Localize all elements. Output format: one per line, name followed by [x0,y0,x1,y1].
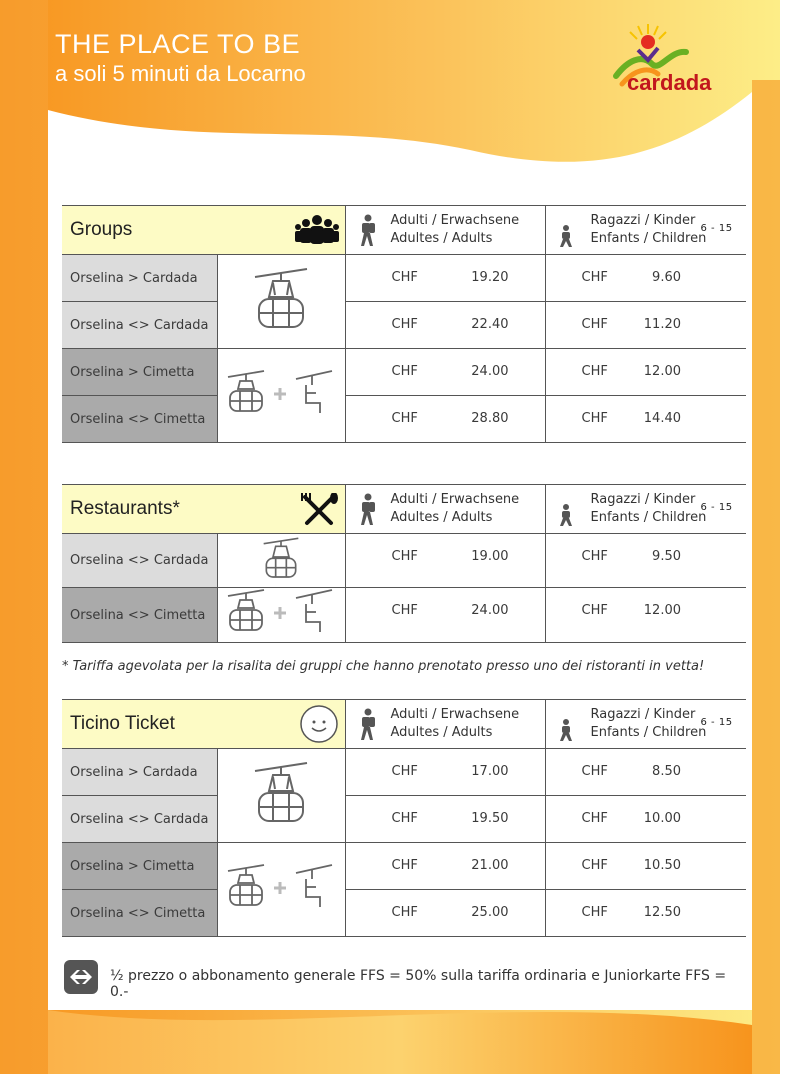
child-price: 10.50 [643,858,681,873]
child-price: 8.50 [652,764,681,779]
group-icon [295,214,339,246]
adult-price-cell [345,749,545,796]
hiker-child-icon [558,708,574,742]
child-price-cell [545,255,746,302]
currency: CHF [581,858,608,873]
child-price-cell [545,396,746,443]
header [55,28,306,88]
section-header [62,206,345,255]
child-price: 10.00 [643,811,681,826]
ticino-ticket-icon [299,704,339,744]
child-column-header [545,700,746,749]
child-age-range: 6 - 15 [700,502,733,513]
fork-knife-icon [299,493,339,527]
adult-price: 28.80 [471,411,509,426]
child-price: 12.00 [643,603,681,618]
child-label-2: Enfants / Children [590,231,707,246]
child-price: 11.20 [643,317,681,332]
cablecar-icon [217,255,345,349]
child-label-2: Enfants / Children [590,725,707,740]
section-title: Restaurants* [70,498,180,519]
child-price-cell [545,302,746,349]
currency: CHF [391,811,418,826]
child-price: 12.00 [643,364,681,379]
adult-column-header [345,206,545,255]
page-subtitle: a soli 5 minuti da Locarno [55,61,306,86]
route-label: Orselina > Cardada [62,255,217,302]
route-label: Orselina <> Cardada [62,534,217,588]
adult-label-2: Adultes / Adults [390,725,493,740]
cablecar-plus-chairlift-icon [217,588,345,643]
adult-price: 21.00 [471,858,509,873]
ffs-note [62,960,746,1000]
route-label: Orselina <> Cimetta [62,396,217,443]
currency: CHF [581,270,608,285]
adult-price: 25.00 [471,905,509,920]
hiker-adult-icon [358,708,378,742]
child-price-cell [545,890,746,937]
hiker-child-icon [558,493,574,527]
section-title: Groups [70,219,133,240]
section-header [62,485,345,534]
adult-price: 17.00 [471,764,509,779]
currency: CHF [581,364,608,379]
currency: CHF [391,858,418,873]
route-label: Orselina <> Cimetta [62,588,217,643]
child-price-cell [545,588,746,643]
currency: CHF [581,811,608,826]
currency: CHF [581,764,608,779]
cablecar-plus-chairlift-icon [217,349,345,443]
currency: CHF [391,905,418,920]
page-title: THE PLACE TO BE [55,29,301,59]
child-price: 9.50 [652,549,681,564]
currency: CHF [391,270,418,285]
currency: CHF [581,411,608,426]
currency: CHF [391,549,418,564]
adult-price: 24.00 [471,364,509,379]
adult-label-1: Adulti / Erwachsene [390,492,520,507]
adult-price-cell [345,534,545,588]
footnote: * Tariffa agevolata per la risalita dei gruppi che hanno prenotato presso uno dei ristoranti in vetta! [62,659,705,674]
cablecar-icon [217,534,345,588]
child-price-cell [545,796,746,843]
adult-price: 19.00 [471,549,509,564]
currency: CHF [391,317,418,332]
child-price: 12.50 [643,905,681,920]
currency: CHF [581,905,608,920]
adult-price: 22.40 [471,317,509,332]
hiker-adult-icon [358,493,378,527]
route-label: Orselina <> Cimetta [62,890,217,937]
adult-price-cell [345,796,545,843]
adult-label-2: Adultes / Adults [390,510,493,525]
route-label: Orselina <> Cardada [62,796,217,843]
currency: CHF [581,549,608,564]
adult-column-header [345,700,545,749]
adult-price: 19.20 [471,270,509,285]
child-age-range: 6 - 15 [700,223,733,234]
child-label-1: Ragazzi / Kinder [590,213,696,228]
child-column-header [545,206,746,255]
groups-section [62,205,746,443]
child-column-header [545,485,746,534]
currency: CHF [581,317,608,332]
section-title: Ticino Ticket [70,713,175,734]
child-label-1: Ragazzi / Kinder [590,492,696,507]
ticino-ticket-section [62,699,746,937]
section-header [62,700,345,749]
hiker-child-icon [558,214,574,248]
currency: CHF [391,411,418,426]
route-label: Orselina > Cimetta [62,349,217,396]
cablecar-icon [217,749,345,843]
child-price-cell [545,349,746,396]
child-price-cell [545,749,746,796]
route-label: Orselina > Cardada [62,749,217,796]
adult-column-header [345,485,545,534]
adult-price-cell [345,302,545,349]
adult-label-2: Adultes / Adults [390,231,493,246]
child-age-range: 6 - 15 [700,717,733,728]
child-label-1: Ragazzi / Kinder [590,707,696,722]
adult-price-cell [345,890,545,937]
currency: CHF [391,764,418,779]
sbb-icon [64,960,98,994]
adult-price-cell [345,396,545,443]
cablecar-plus-chairlift-icon [217,843,345,937]
route-label: Orselina <> Cardada [62,302,217,349]
adult-label-1: Adulti / Erwachsene [390,707,520,722]
adult-price-cell [345,588,545,643]
adult-price: 19.50 [471,811,509,826]
child-price-cell [545,843,746,890]
child-label-2: Enfants / Children [590,510,707,525]
child-price: 14.40 [643,411,681,426]
route-label: Orselina > Cimetta [62,843,217,890]
adult-price-cell [345,255,545,302]
logo-text: cardada [627,70,712,95]
ffs-text: ½ prezzo o abbonamento generale FFS = 50% sulla tariffa ordinaria e Juniorkarte FFS = 0.- [110,968,727,1000]
currency: CHF [391,364,418,379]
child-price: 9.60 [652,270,681,285]
adult-label-1: Adulti / Erwachsene [390,213,520,228]
adult-price-cell [345,349,545,396]
child-price-cell [545,534,746,588]
adult-price: 24.00 [471,603,509,618]
currency: CHF [581,603,608,618]
currency: CHF [391,603,418,618]
restaurants-section [62,484,746,643]
adult-price-cell [345,843,545,890]
hiker-adult-icon [358,214,378,248]
